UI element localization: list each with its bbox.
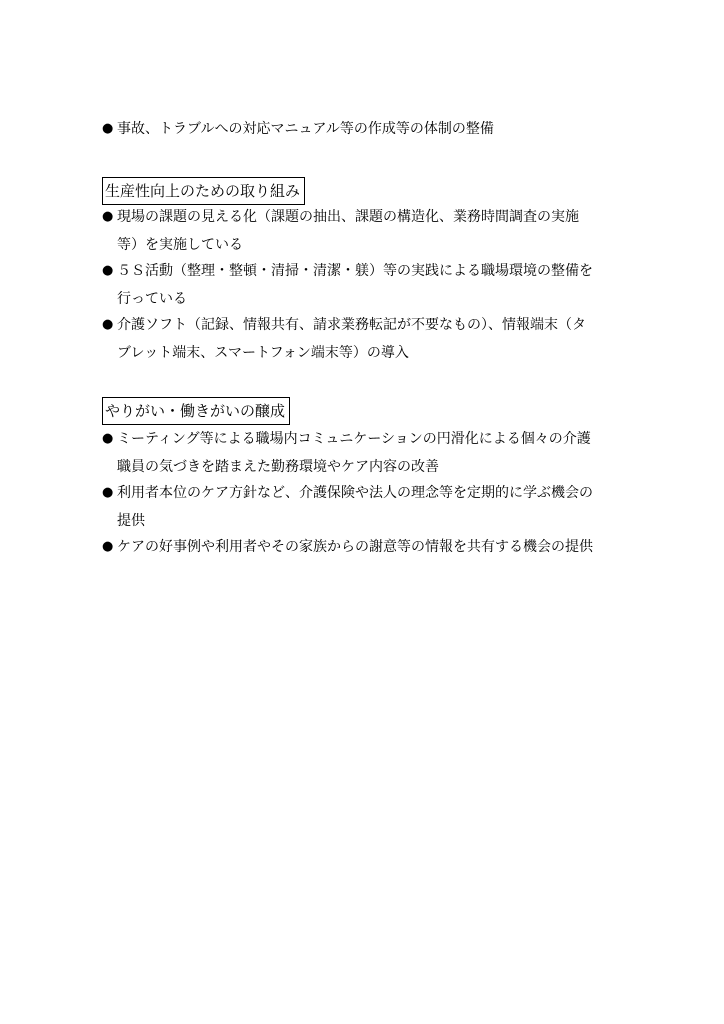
list-item-text <box>117 479 622 535</box>
list-item <box>102 479 622 535</box>
bullet-icon: ● <box>102 121 114 136</box>
list-item-line: 等）を実施している <box>117 237 243 253</box>
list-item <box>102 425 622 481</box>
list-item-text <box>117 257 622 313</box>
list-item <box>102 203 622 259</box>
list-item-text <box>117 533 622 561</box>
bullet-icon: ● <box>102 263 114 278</box>
bullet-icon: ● <box>102 485 114 500</box>
list-item-text <box>117 115 622 143</box>
list-item-line: 利用者本位のケア方針など、介護保険や法人の理念等を定期的に学ぶ機会の <box>117 485 593 501</box>
section-heading-motivation: やりがい・働きがいの醸成 <box>102 397 290 425</box>
list-item-line: 現場の課題の見える化（課題の抽出、課題の構造化、業務時間調査の実施 <box>117 209 579 225</box>
list-item <box>102 257 622 313</box>
section-heading-productivity: 生産性向上のための取り組み <box>102 177 305 205</box>
list-item-line: ブレット端末、スマートフォン端末等）の導入 <box>117 345 409 361</box>
list-item-line: 提供 <box>117 513 145 529</box>
bullet-icon: ● <box>102 431 114 446</box>
bullet-icon: ● <box>102 539 114 554</box>
list-item-line: ミーティング等による職場内コミュニケーションの円滑化による個々の介護 <box>117 431 591 447</box>
list-item-line: 職員の気づきを踏まえた勤務環境やケア内容の改善 <box>117 459 439 475</box>
list-item-line: ケアの好事例や利用者やその家族からの謝意等の情報を共有する機会の提供 <box>117 539 593 555</box>
list-item <box>102 311 622 367</box>
bullet-icon: ● <box>102 317 114 332</box>
list-item-text <box>117 425 622 481</box>
list-item-text <box>117 311 622 367</box>
list-item <box>102 115 622 143</box>
list-item <box>102 533 622 561</box>
list-item-line: 介護ソフト（記録、情報共有、請求業務転記が不要なもの）、情報端末（タ <box>117 317 586 333</box>
list-item-line: 行っている <box>117 291 187 307</box>
bullet-icon: ● <box>102 209 114 224</box>
list-item-line: 事故、トラブルへの対応マニュアル等の作成等の体制の整備 <box>117 121 494 137</box>
list-item-line: ５Ｓ活動（整理・整頓・清掃・清潔・躾）等の実践による職場環境の整備を <box>117 263 593 279</box>
list-item-text <box>117 203 622 259</box>
